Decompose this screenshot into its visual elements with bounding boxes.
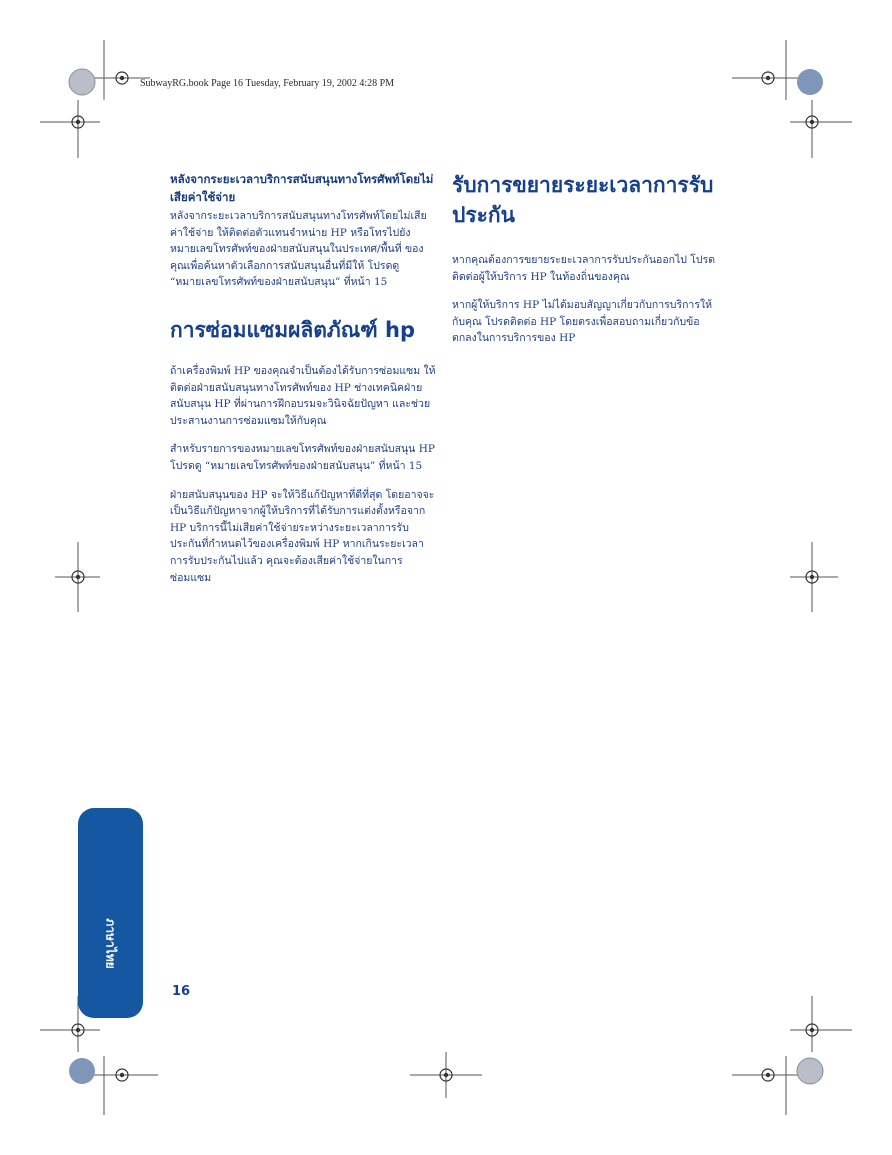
paragraph-repair-solution: ฝ่ายสนับสนุนของ HP จะให้วิธีแก้ปัญหาที่ดีที่สุด โดยอาจจะเป็นวิธีแก้ปัญหาจากผู้ให้บริการที่ได้รับการแต่งตั้งหรือจาก HP บริการนี้ไม่เสียค่าใช้จ่ายระหว่างระยะเวลาการรับประกันที่กำหนดไว้ของเครื่องพิมพ์ HP หากเกินระยะเวลาการรับประกันไปแล้ว คุณจะต้องเสียค่าใช้จ่ายในการซ่อมแซม (170, 488, 435, 584)
subheading-after-free-support: หลังจากระยะเวลาบริการสนับสนุนทางโทรศัพท์โดยไม่เสียค่าใช้จ่าย (170, 172, 434, 204)
language-tab-label: ภาษาไทย (104, 917, 118, 969)
gray-swatch-icon (797, 1058, 823, 1084)
page-number: 16 (172, 984, 191, 999)
heading-hp-repair: การซ่อมแซมผลิตภัณฑ์ hp (170, 317, 415, 342)
blue-swatch-icon (797, 69, 823, 95)
paragraph-repair-contact: ถ้าเครื่องพิมพ์ HP ของคุณจำเป็นต้องได้รับการซ่อมแซม ให้ติดต่อฝ่ายสนับสนุนทางโทรศัพท์ของ HP ช่างเทคนิคฝ่ายสนับสนุน HP ที่ผ่านการฝึกอบรมจะวินิจฉัยปัญหา และช่วยประสานงานการซ่อมแซมให้กับคุณ (170, 364, 436, 427)
heading-extended-warranty: รับการขยายระยะเวลาการรับประกัน (452, 173, 714, 227)
gray-swatch-icon (69, 69, 95, 95)
blue-swatch-icon (69, 1058, 95, 1084)
right-column (452, 170, 722, 359)
language-thumb-tab (78, 808, 143, 1018)
paragraph-support-numbers: สำหรับรายการของหมายเลขโทรศัพท์ของฝ่ายสนับสนุน HP โปรดดู “หมายเลขโทรศัพท์ของฝ่ายสนับสนุน” ที่หน้า 15 (170, 443, 435, 472)
book-header: SubwayRG.book Page 16 Tuesday, February 19, 2002 4:28 PM (140, 78, 395, 89)
paragraph-after-free-support: หลังจากระยะเวลาบริการสนับสนุนทางโทรศัพท์โดยไม่เสียค่าใช้จ่าย ให้ติดต่อตัวแทนจำหน่าย HP หรือโทรไปยังหมายเลขโทรศัพท์ของฝ่ายสนับสนุนในประเทศ/พื้นที่ ของคุณเพื่อค้นหาตัวเลือกการสนับสนุนอื่นที่มีให้ โปรดดู “หมายเลขโทรศัพท์ของฝ่ายสนับสนุน” ที่หน้า 15 (170, 210, 427, 289)
paragraph-extend-warranty: หากคุณต้องการขยายระยะเวลาการรับประกันออกไป โปรดติดต่อผู้ให้บริการ HP ในท้องถิ่นของคุณ (452, 254, 716, 283)
paragraph-service-contract: หากผู้ให้บริการ HP ไม่ได้มอบสัญญาเกี่ยวกับการบริการให้กับคุณ โปรดติดต่อ HP โดยตรงเพื่อสอบถามเกี่ยวกับข้อตกลงในการบริการของ HP (452, 299, 713, 345)
left-column (170, 170, 438, 598)
